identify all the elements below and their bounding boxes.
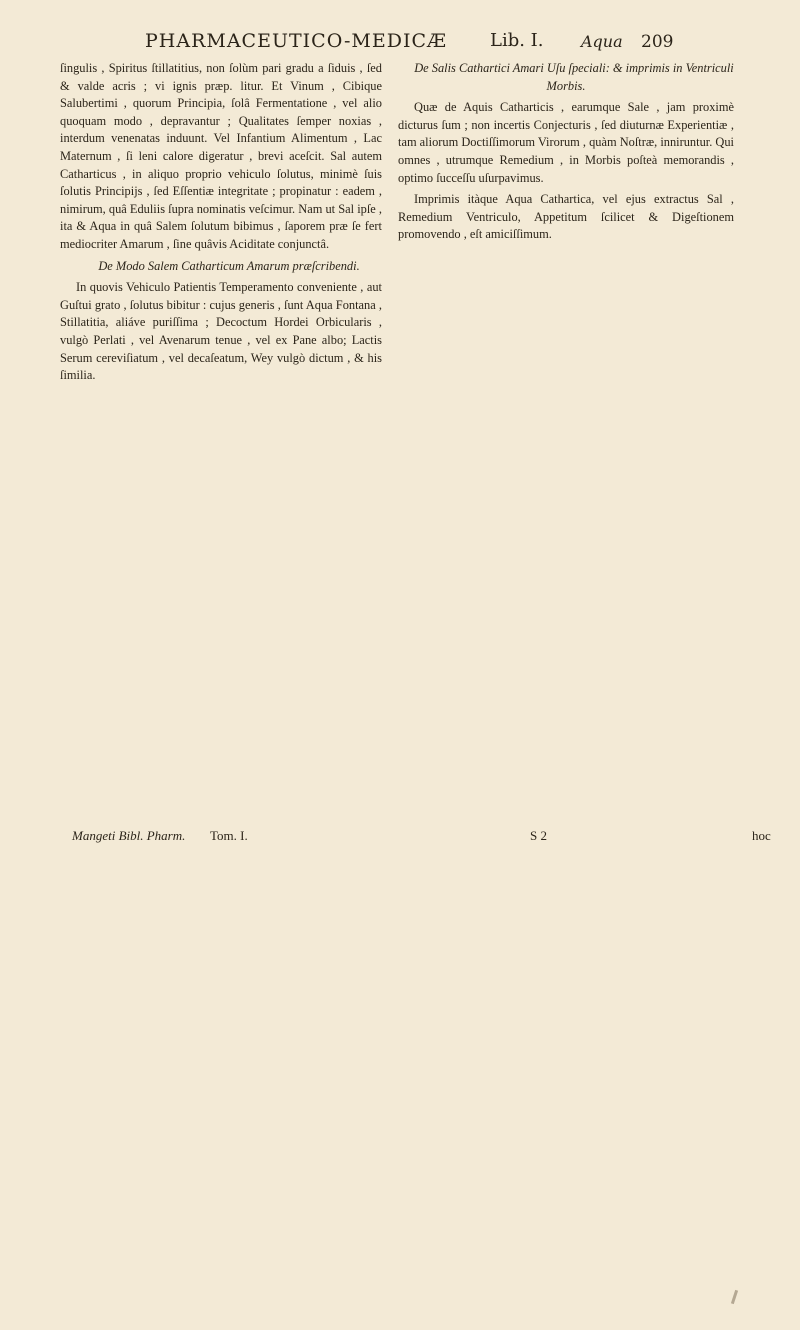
right-paragraph-1: Quæ de Aquis Catharticis , earumque Sale , jam proximè dicturus ſum ; non incertis Conjecturis , ſed diuturnæ Experientiæ , tam aliorum Doctiſſimorum Virorum , quàm Noſtræ, inniruntur. Qui omnes , utrumque Remedium , in Morbis poſteà memorandis , optimo ſucceſſu uſurpavimus. [398,100,734,185]
page-footer [72,828,792,848]
footer-signature-mark: S 2 [530,828,547,843]
ink-mark [731,1290,738,1304]
footer-catchword: hoc [752,828,771,843]
book-number: Lib. I. [490,30,544,51]
page-header [145,30,785,52]
right-paragraph-2: Imprimis itàque Aqua Cathartica, vel ejus extractus Sal , Remedium Ventriculo, Appetitum ſcilicet & Digeſtionem promovendo , eſt amiciſſimum. [398,192,734,242]
left-opening-paragraph: ſingulis , Spiritus ſtillatitius, non ſolùm pari gradu a ſiduis , ſed & valde acris ; vi ignis præp. litur. Et Vinum , Cibique Salubertimi , quorum Principia, ſolâ Fermentatione , vel alio quoquam modo , depravantur ; Qualitates ſemper noxias , interdum venenatas induunt. Vel Infantium Alimentum , Lac Maternum , ſi leni calore digeratur , brevi aceſcit. Sal autem Catharticus , in aliquo proprio vehiculo ſolutus, minimè ſuis ſolutis Principijs , ſed Eſſentiæ integritate ; propinatur : eadem , nimirum, quâ Eduliis ſupra nominatis veſcimur. Nam ut Sal ipſe , ita & Aqua in quâ Salem ſolutum bibimus , ſaporem præ ſe fert mediocriter Amarum , ſine quâvis Aciditate conjunctâ. [60,61,382,251]
handwritten-catchword: Aqua [581,32,623,51]
page-number: 209 [641,32,674,52]
left-subheading: De Modo Salem Catharticum Amarum præſcribendi. [98,258,360,273]
right-column [398,60,734,248]
left-column [60,60,382,389]
footer-signature-title: Mangeti Bibl. Pharm. [72,828,186,843]
running-title: PHARMACEUTICO-MEDICÆ [145,30,448,52]
left-paragraph-2: In quovis Vehiculo Patientis Temperamento conveniente , aut Guſtui grato , ſolutus bibitur : cujus generis , ſunt Aqua Fontana , Stillatitia, aliáve puriſſima ; Decoctum Hordei Orbicularis , vulgò Perlati , vel Avenarum tenue , vel ex Pane albo; Lactis Serum cereviſiatum , vel decaſeatum, Wey vulgò dictum , & his ſimilia. [60,280,382,383]
footer-volume: Tom. I. [210,828,248,843]
right-subheading: De Salis Cathartici Amari Uſu ſpeciali: & imprimis in Ventriculi Morbis. [414,61,734,93]
